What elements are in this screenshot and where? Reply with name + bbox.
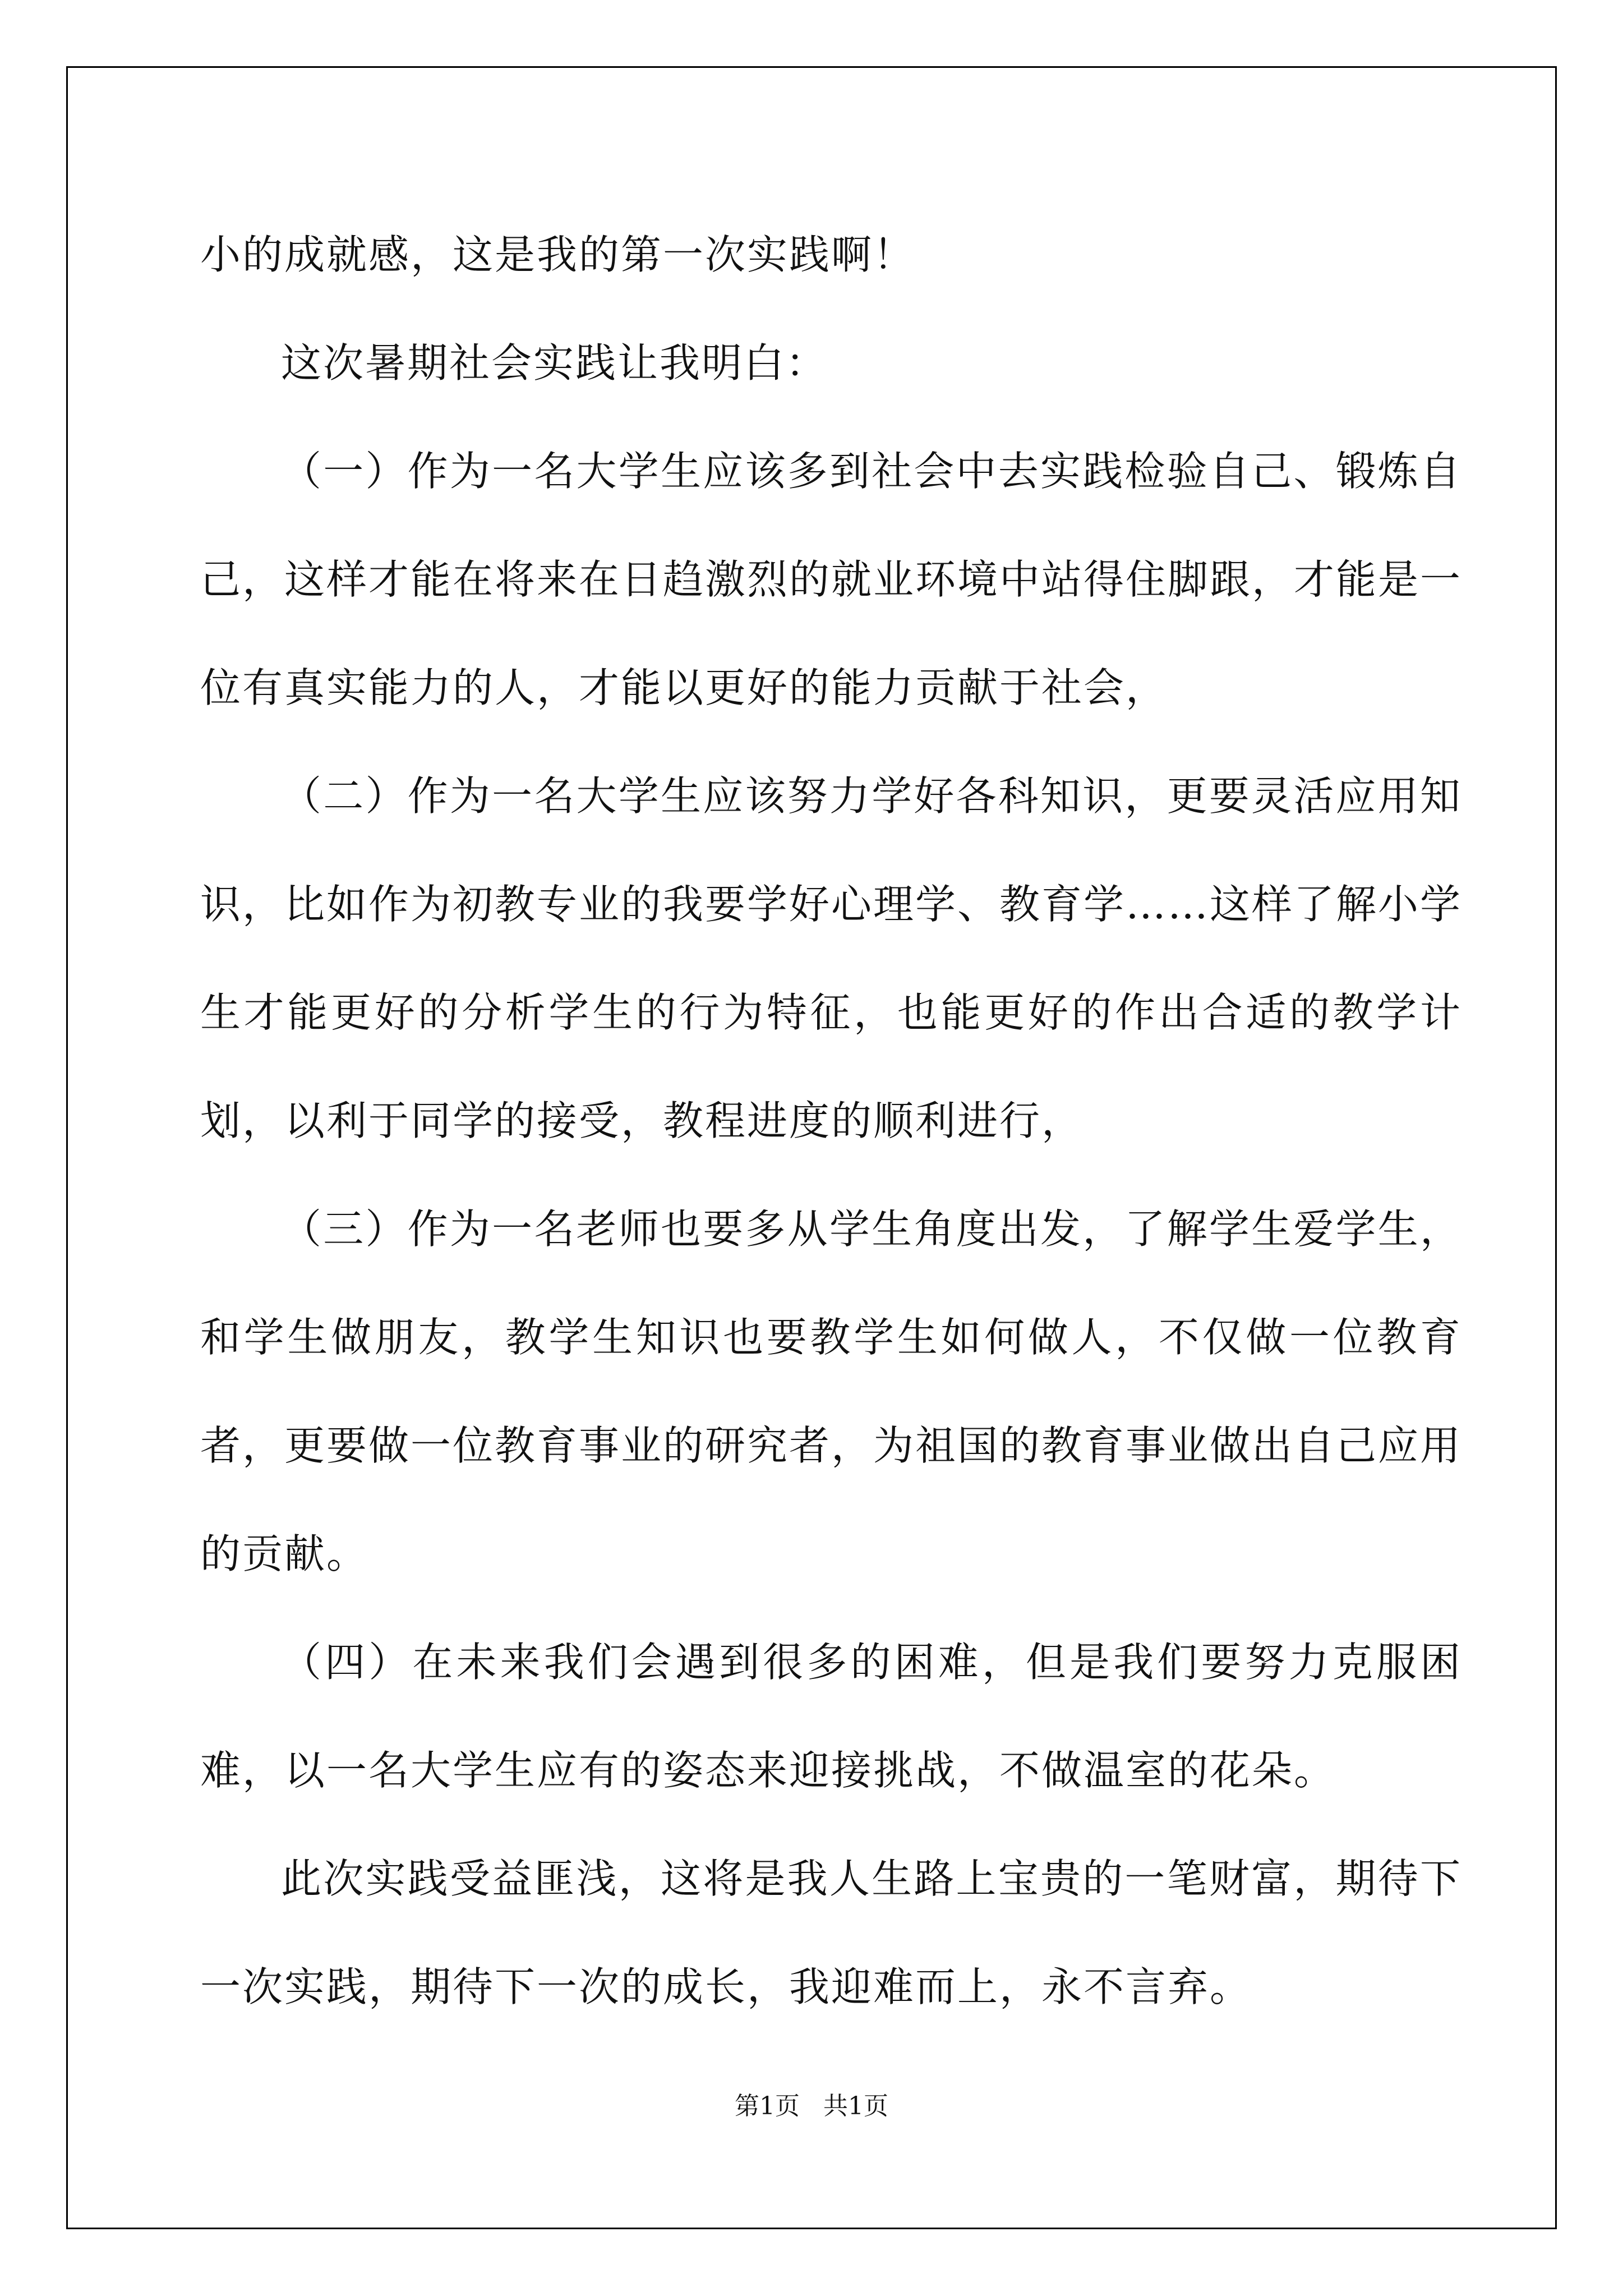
paragraph-6: （四）在未来我们会遇到很多的困难，但是我们要努力克服困难，以一名大学生应有的姿态来迎接挑战，不做温室的花朵。	[200, 1639, 1462, 1794]
paragraph-5: （三）作为一名老师也要多从学生角度出发，了解学生爱学生，和学生做朋友，教学生知识也要教学生如何做人，不仅做一位教育者，更要做一位教育事业的研究者，为祖国的教育事业做出自己应用的贡献。	[200, 1205, 1463, 1577]
paragraph-2: 这次暑期社会实践让我明白：	[281, 339, 828, 386]
page-footer	[0, 2086, 1623, 2122]
paragraph-7: 此次实践受益匪浅，这将是我人生路上宝贵的一笔财富，期待下一次实践，期待下一次的成长，我迎难而上，永不言弃。	[200, 1855, 1462, 2010]
paragraph-4: （二）作为一名大学生应该努力学好各科知识，更要灵活应用知识，比如作为初教专业的我要学好心理学、教育学……这样了解小学生才能更好的分析学生的行为特征，也能更好的作出合适的教学计划，以利于同学的接受，教程进度的顺利进行，	[200, 772, 1463, 1144]
page-number-total: 共1页	[823, 2092, 888, 2120]
paragraph-1: 小的成就感，这是我的第一次实践啊！	[200, 231, 916, 278]
paragraph-3: （一）作为一名大学生应该多到社会中去实践检验自己、锻炼自己，这样才能在将来在日趋激烈的就业环境中站得住脚跟，才能是一位有真实能力的人，才能以更好的能力贡献于社会，	[200, 448, 1463, 711]
page-number-current: 第1页	[735, 2092, 800, 2120]
document-body	[200, 201, 1462, 2041]
